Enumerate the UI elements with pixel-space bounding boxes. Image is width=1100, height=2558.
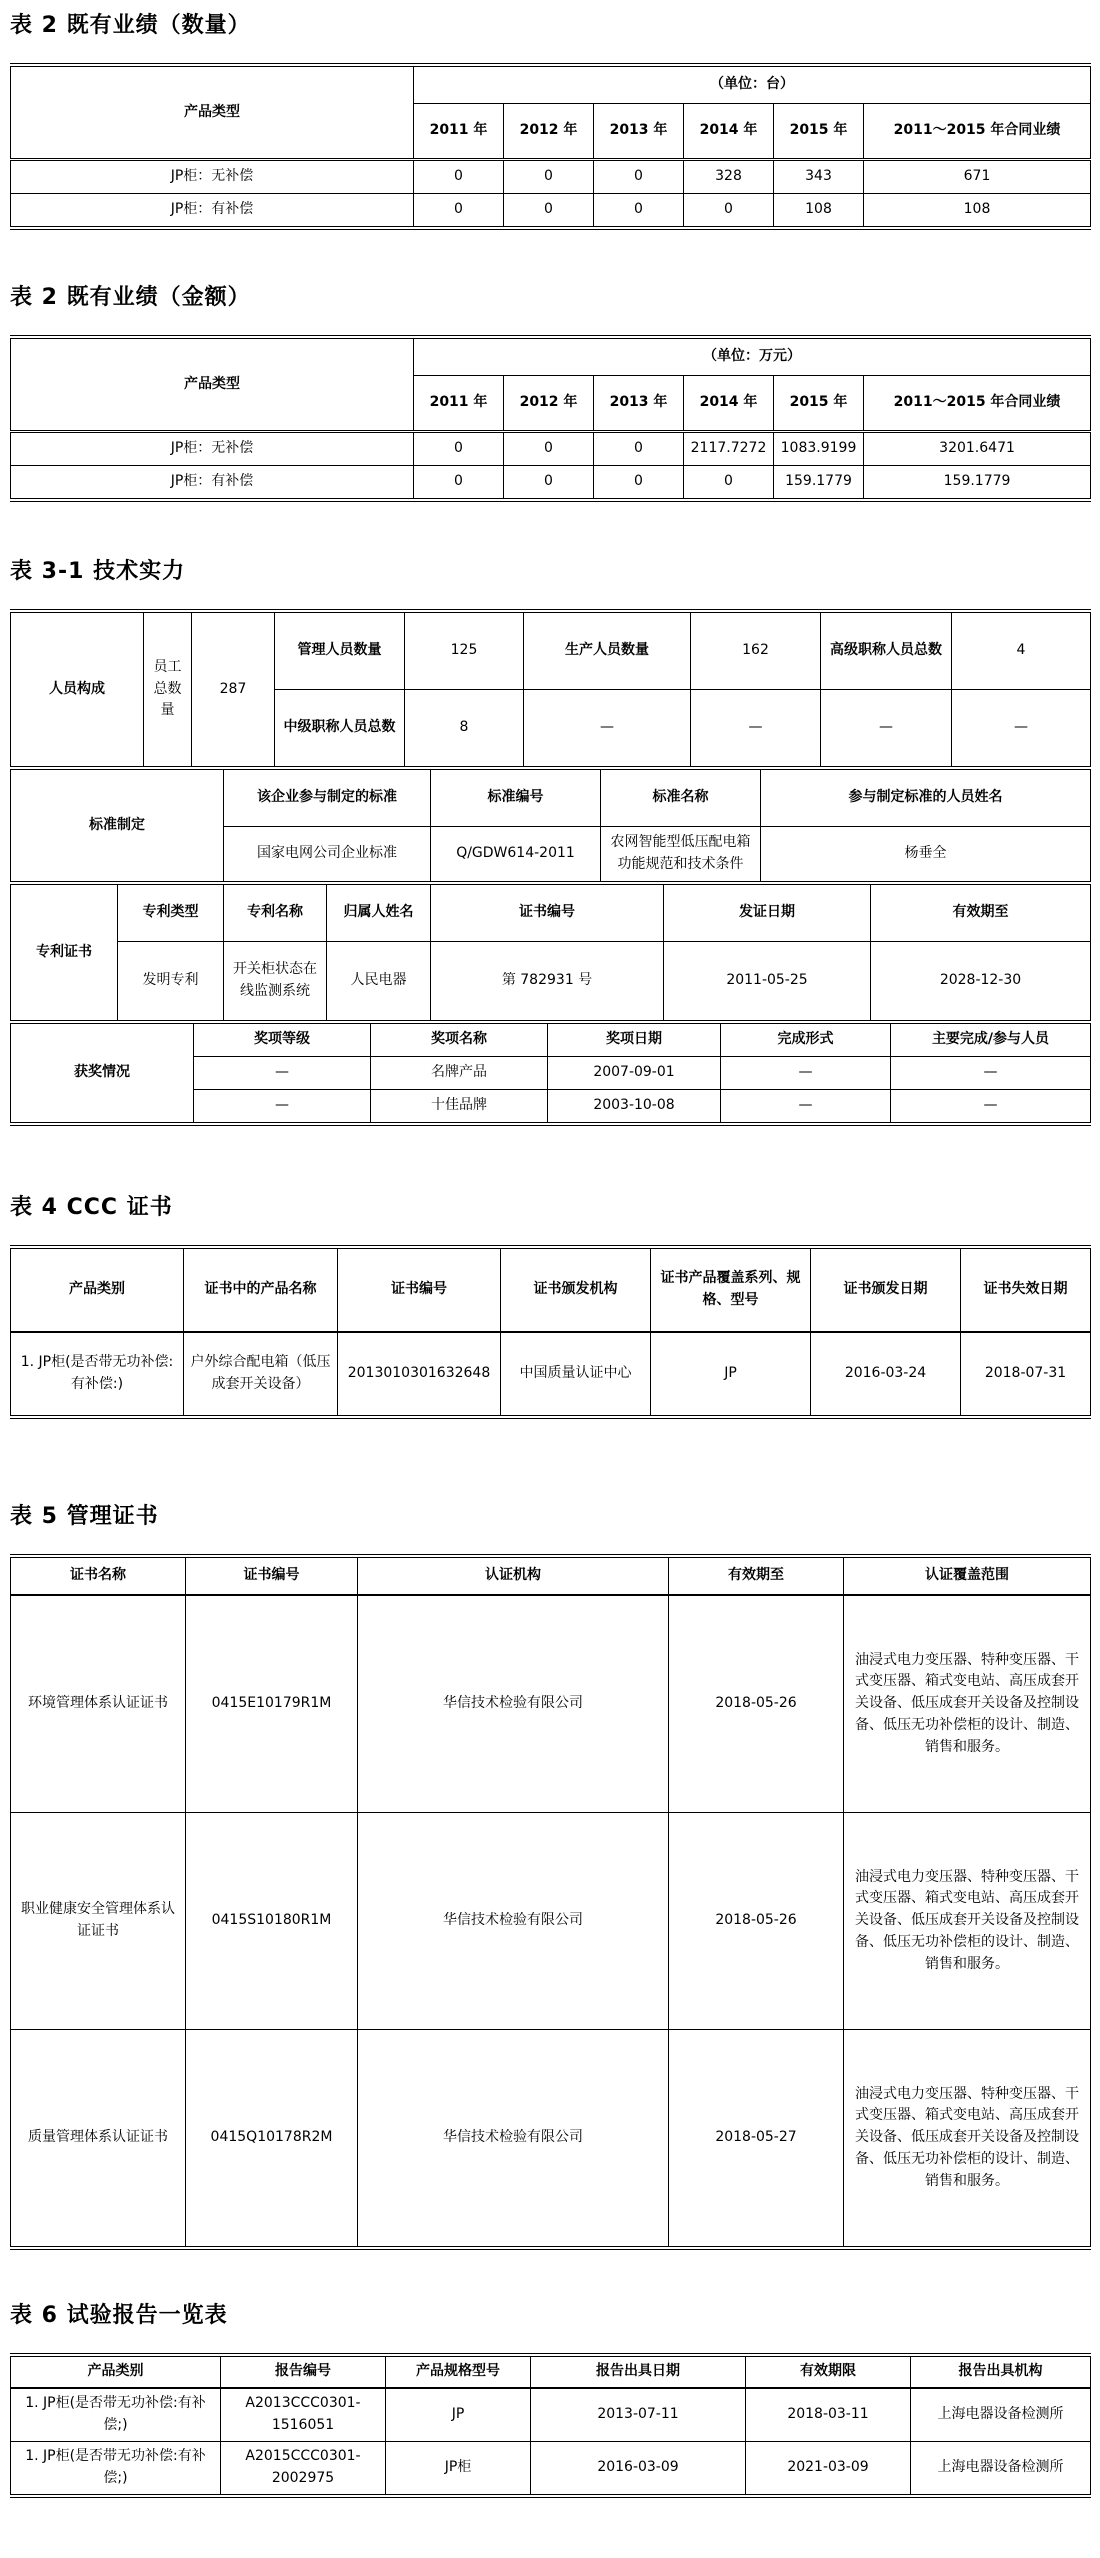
table31-awards: [10, 1020, 1091, 1126]
table-cell: 4: [952, 611, 1091, 690]
table-row: [11, 1022, 1091, 1057]
column-header-year: 2014 年: [684, 376, 774, 432]
table-row: [11, 1595, 1091, 1813]
table-cell: 油浸式电力变压器、特种变压器、干式变压器、箱式变电站、高压成套开关设备、低压成套开关设备及控制设备、低压无功补偿柜的设计、制造、销售和服务。: [844, 1595, 1091, 1813]
table-cell: —: [194, 1057, 371, 1090]
column-header: 专利类型: [118, 883, 224, 942]
table-cell: Q/GDW614-2011: [431, 827, 601, 882]
table-cell: —: [721, 1057, 891, 1090]
table-cell: 0: [594, 466, 684, 501]
table-cell: 十佳品牌: [371, 1090, 548, 1125]
table31-personnel: [10, 609, 1091, 766]
column-header: 专利名称: [224, 883, 327, 942]
table-row: [11, 1332, 1091, 1417]
table-cell: 2013-07-11: [531, 2388, 746, 2442]
table-cell: A2013CCC0301-1516051: [221, 2388, 386, 2442]
column-header: 认证机构: [358, 1556, 669, 1595]
row-label: JP柜：无补偿: [11, 160, 414, 194]
column-header: 该企业参与制定的标准: [224, 768, 431, 827]
column-header-year: 2014 年: [684, 104, 774, 160]
table-cell: JP柜: [386, 2442, 531, 2497]
column-header: 管理人员数量: [275, 611, 405, 690]
table-row: [11, 2355, 1091, 2388]
table-cell: 油浸式电力变压器、特种变压器、干式变压器、箱式变电站、高压成套开关设备、低压成套开关设备及控制设备、低压无功补偿柜的设计、制造、销售和服务。: [844, 2030, 1091, 2249]
table-cell: 1. JP柜(是否带无功补偿:有补偿;): [11, 2442, 221, 2497]
table-cell: 2018-05-26: [669, 1813, 844, 2030]
column-header: 中级职称人员总数: [275, 690, 405, 767]
table-cell: 2018-05-26: [669, 1595, 844, 1813]
table-cell: 3201.6471: [864, 432, 1091, 466]
table-cell: 671: [864, 160, 1091, 194]
table-row: [11, 942, 1091, 1021]
column-header: 归属人姓名: [327, 883, 431, 942]
table-cell: 环境管理体系认证证书: [11, 1595, 186, 1813]
column-header: 完成形式: [721, 1022, 891, 1057]
column-header: 主要完成/参与人员: [891, 1022, 1091, 1057]
table-row: [11, 611, 1091, 690]
table-cell: 0: [594, 160, 684, 194]
unit-label: （单位：万元）: [414, 337, 1091, 376]
table6-title: 表 6 试验报告一览表: [10, 2303, 228, 2328]
table6-test-reports: [10, 2353, 1091, 2498]
column-header: 证书颁发机构: [501, 1247, 651, 1332]
column-header: 报告出具日期: [531, 2355, 746, 2388]
table31-title: 表 3-1 技术实力: [10, 559, 186, 584]
table-row: [11, 2030, 1091, 2249]
table-cell: 2003-10-08: [548, 1090, 721, 1125]
table2-amount: [10, 335, 1091, 502]
table-row: [11, 65, 1091, 104]
table-cell: 职业健康安全管理体系认证证书: [11, 1813, 186, 2030]
column-header: 报告出具机构: [911, 2355, 1091, 2388]
table-cell: 2021-03-09: [746, 2442, 911, 2497]
table-cell: 343: [774, 160, 864, 194]
column-header: 有效期至: [871, 883, 1091, 942]
column-header: 证书编号: [186, 1556, 358, 1595]
column-header: 有效期限: [746, 2355, 911, 2388]
table-cell: —: [524, 690, 691, 767]
table-cell: JP: [651, 1332, 811, 1417]
row-label: JP柜：无补偿: [11, 432, 414, 466]
table-cell: 名牌产品: [371, 1057, 548, 1090]
column-header: 奖项日期: [548, 1022, 721, 1057]
column-header: 证书失效日期: [961, 1247, 1091, 1332]
table-row: [11, 883, 1091, 942]
table-cell: 质量管理体系认证证书: [11, 2030, 186, 2249]
column-header: 标准编号: [431, 768, 601, 827]
column-header-year: 2013 年: [594, 104, 684, 160]
section-label: 人员构成: [11, 611, 144, 766]
column-header: 证书中的产品名称: [184, 1247, 338, 1332]
table-cell: 0: [414, 466, 504, 501]
table-cell: 0: [414, 432, 504, 466]
column-header: 奖项名称: [371, 1022, 548, 1057]
column-header: 产品规格型号: [386, 2355, 531, 2388]
table-cell: 0: [414, 194, 504, 229]
table-cell: 159.1779: [864, 466, 1091, 501]
table-cell: 农网智能型低压配电箱功能规范和技术条件: [601, 827, 761, 882]
table-row: [11, 2388, 1091, 2442]
table-cell: 开关柜状态在线监测系统: [224, 942, 327, 1021]
table-row: [11, 160, 1091, 194]
table-cell: 2016-03-24: [811, 1332, 961, 1417]
table31-patent: [10, 881, 1091, 1020]
table-row: [11, 466, 1091, 501]
row-label: JP柜：有补偿: [11, 466, 414, 501]
table-cell: 108: [774, 194, 864, 229]
table-cell: —: [952, 690, 1091, 767]
column-header-year: 2015 年: [774, 376, 864, 432]
section-label: 专利证书: [11, 883, 118, 1020]
table-row: [11, 768, 1091, 827]
table-cell: —: [721, 1090, 891, 1125]
column-header-year: 2011 年: [414, 104, 504, 160]
table-cell: 1083.9199: [774, 432, 864, 466]
table-cell: 2018-03-11: [746, 2388, 911, 2442]
section-label: 获奖情况: [11, 1022, 194, 1124]
staff-total-value: 287: [192, 611, 275, 766]
column-header-total: 2011～2015 年合同业绩: [864, 104, 1091, 160]
table-cell: 0415Q10178R2M: [186, 2030, 358, 2249]
table2-amount-title: 表 2 既有业绩（金额）: [10, 285, 251, 310]
table-cell: 0: [504, 466, 594, 501]
table-cell: 0: [684, 194, 774, 229]
table-cell: 国家电网公司企业标准: [224, 827, 431, 882]
table-cell: —: [821, 690, 952, 767]
table-cell: 第 782931 号: [431, 942, 664, 1021]
table-row: [11, 432, 1091, 466]
column-header: 证书产品覆盖系列、规格、型号: [651, 1247, 811, 1332]
table-cell: 2117.7272: [684, 432, 774, 466]
column-header: 产品类别: [11, 2355, 221, 2388]
table-cell: 0415S10180R1M: [186, 1813, 358, 2030]
column-header-year: 2011 年: [414, 376, 504, 432]
table-cell: 0: [504, 194, 594, 229]
table-cell: 328: [684, 160, 774, 194]
table-cell: —: [194, 1090, 371, 1125]
table-cell: 华信技术检验有限公司: [358, 1595, 669, 1813]
table-cell: —: [891, 1090, 1091, 1125]
table-cell: 2007-09-01: [548, 1057, 721, 1090]
table-cell: 1. JP柜(是否带无功补偿:有补偿:): [11, 1332, 184, 1417]
unit-label: （单位：台）: [414, 65, 1091, 104]
table-row: [11, 337, 1091, 376]
table-row: [11, 1247, 1091, 1332]
table-row: [11, 1556, 1091, 1595]
table-row: [11, 194, 1091, 229]
column-header-total: 2011～2015 年合同业绩: [864, 376, 1091, 432]
column-header: 产品类别: [11, 1247, 184, 1332]
table-cell: 发明专利: [118, 942, 224, 1021]
column-header: 参与制定标准的人员姓名: [761, 768, 1091, 827]
table5-title: 表 5 管理证书: [10, 1504, 159, 1529]
table5-management: [10, 1554, 1091, 2250]
table2-quantity-title: 表 2 既有业绩（数量）: [10, 13, 251, 38]
table-cell: —: [891, 1057, 1091, 1090]
column-header: 报告编号: [221, 2355, 386, 2388]
table-cell: 0: [504, 160, 594, 194]
column-header: 有效期至: [669, 1556, 844, 1595]
table-cell: —: [691, 690, 821, 767]
table-cell: 华信技术检验有限公司: [358, 2030, 669, 2249]
table-cell: 1. JP柜(是否带无功补偿:有补偿;): [11, 2388, 221, 2442]
table-cell: 162: [691, 611, 821, 690]
table-cell: 0415E10179R1M: [186, 1595, 358, 1813]
table-cell: 2018-07-31: [961, 1332, 1091, 1417]
table-cell: 8: [405, 690, 524, 767]
column-header-year: 2012 年: [504, 104, 594, 160]
table-cell: 2018-05-27: [669, 2030, 844, 2249]
table-cell: 中国质量认证中心: [501, 1332, 651, 1417]
table-cell: 杨垂全: [761, 827, 1091, 882]
table-cell: 人民电器: [327, 942, 431, 1021]
table-cell: 上海电器设备检测所: [911, 2442, 1091, 2497]
table-cell: A2015CCC0301-2002975: [221, 2442, 386, 2497]
column-header: 高级职称人员总数: [821, 611, 952, 690]
column-header-product: 产品类型: [11, 337, 414, 432]
column-header: 标准名称: [601, 768, 761, 827]
table4-title: 表 4 CCC 证书: [10, 1195, 173, 1220]
table31-standard: [10, 766, 1091, 881]
table-cell: 0: [414, 160, 504, 194]
column-header: 证书颁发日期: [811, 1247, 961, 1332]
table-row: [11, 2442, 1091, 2497]
table-cell: 华信技术检验有限公司: [358, 1813, 669, 2030]
row-label: JP柜：有补偿: [11, 194, 414, 229]
table-cell: 0: [684, 466, 774, 501]
table4-ccc: [10, 1245, 1091, 1419]
column-header: 奖项等级: [194, 1022, 371, 1057]
table-cell: 0: [594, 194, 684, 229]
column-header: 证书编号: [338, 1247, 501, 1332]
table-cell: 2013010301632648: [338, 1332, 501, 1417]
table-cell: JP: [386, 2388, 531, 2442]
table-cell: 125: [405, 611, 524, 690]
table-cell: 户外综合配电箱（低压成套开关设备）: [184, 1332, 338, 1417]
column-header: 认证覆盖范围: [844, 1556, 1091, 1595]
staff-total-label: 员工总数量: [144, 611, 192, 766]
table-cell: 2016-03-09: [531, 2442, 746, 2497]
table2-quantity: [10, 63, 1091, 230]
table-row: [11, 1813, 1091, 2030]
column-header: 发证日期: [664, 883, 871, 942]
table-cell: 0: [504, 432, 594, 466]
column-header: 生产人员数量: [524, 611, 691, 690]
column-header: 证书名称: [11, 1556, 186, 1595]
column-header-year: 2012 年: [504, 376, 594, 432]
table-cell: 油浸式电力变压器、特种变压器、干式变压器、箱式变电站、高压成套开关设备、低压成套开关设备及控制设备、低压无功补偿柜的设计、制造、销售和服务。: [844, 1813, 1091, 2030]
table-cell: 上海电器设备检测所: [911, 2388, 1091, 2442]
table-cell: 159.1779: [774, 466, 864, 501]
column-header: 证书编号: [431, 883, 664, 942]
table-cell: 0: [594, 432, 684, 466]
column-header-product: 产品类型: [11, 65, 414, 160]
table-cell: 108: [864, 194, 1091, 229]
section-label: 标准制定: [11, 768, 224, 881]
table-cell: 2011-05-25: [664, 942, 871, 1021]
column-header-year: 2015 年: [774, 104, 864, 160]
table-cell: 2028-12-30: [871, 942, 1091, 1021]
column-header-year: 2013 年: [594, 376, 684, 432]
